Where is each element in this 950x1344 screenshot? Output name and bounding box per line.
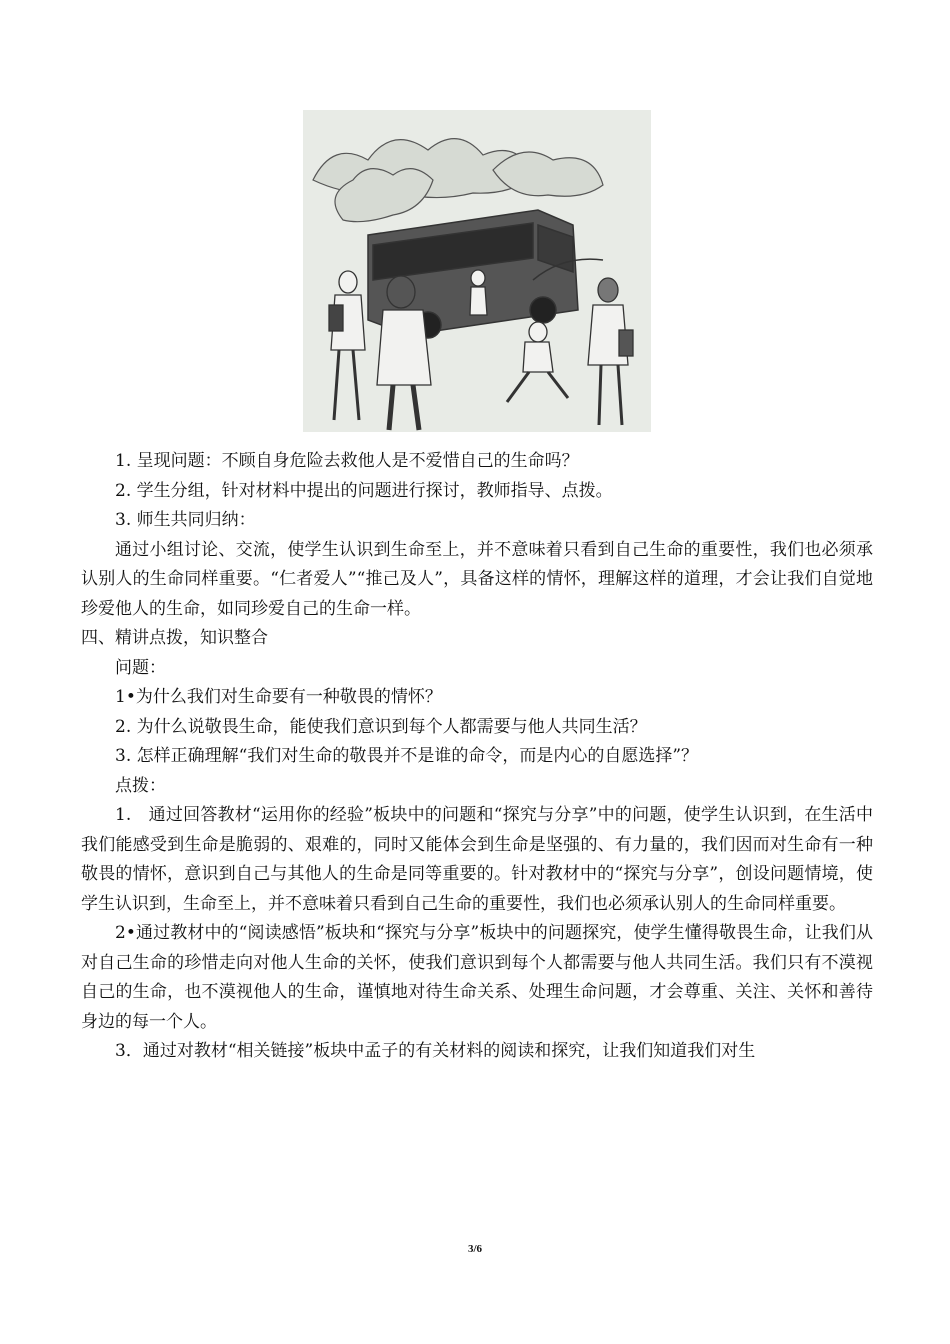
paragraph: 四、精讲点拨，知识整合 <box>81 628 268 648</box>
page-number: 3/6 <box>467 1243 483 1255</box>
paragraph: 问题： <box>115 657 166 678</box>
paragraph: 3. 师生共同归纳： <box>115 510 256 530</box>
paragraph: 2. 学生分组，针对材料中提出的问题进行探讨，教师指导、点拨。 <box>115 480 613 501</box>
paragraph: 2. 为什么说敬畏生命，能使我们意识到每个人都需要与他人共同生活？ <box>115 716 647 737</box>
paragraph: 2•通过教材中的“阅读感悟”板块和“探究与分享”板块中的问题探究，使学生懂得敬畏生命，让我们从对自己生命的珍惜走向对他人生命的关怀，使我们意识到每个人都需要与他人共同生活。我们只有不漠视自己的生命，也不漠视他人的生命，谨慎地对待生命关系、处理生命问题，才会尊重、关注、关怀和善待身边的每一个人。 <box>81 923 873 1032</box>
paragraph: 点拨： <box>115 775 166 796</box>
bus-fire-illustration <box>303 110 651 432</box>
paragraph: 3．通过对教材“相关链接”板块中孟子的有关材料的阅读和探究，让我们知道我们对生 <box>115 1041 756 1061</box>
paragraph: 通过小组讨论、交流，使学生认识到生命至上，并不意味着只看到自己生命的重要性，我们也必须承认别人的生命同样重要。“仁者爱人”“推己及人”，具备这样的情怀，理解这样的道理，才会让我们自觉地珍爱他人的生命，如同珍爱自己的生命一样。 <box>81 539 873 619</box>
paragraph: 1. 通过回答教材“运用你的经验”板块中的问题和“探究与分享”中的问题，使学生认识到，在生活中我们能感受到生命是脆弱的、艰难的，同时又能体会到生命是坚强的、有力量的，我们因而对生命有一种敬畏的情怀，意识到自己与其他人的生命是同等重要的。针对教材中的“探究与分享”，创设问题情境，使学生认识到，生命至上，并不意味着只看到自己生命的重要性，我们也必须承认别人的生命同样重要。 <box>81 805 873 914</box>
paragraph: 3. 怎样正确理解“我们对生命的敬畏并不是谁的命令，而是内心的自愿选择”？ <box>115 746 699 766</box>
paragraph: 1•为什么我们对生命要有一种敬畏的情怀？ <box>115 687 442 707</box>
paragraph: 1. 呈现问题：不顾自身危险去救他人是不爱惜自己的生命吗？ <box>115 451 579 471</box>
document-body <box>81 447 873 1067</box>
